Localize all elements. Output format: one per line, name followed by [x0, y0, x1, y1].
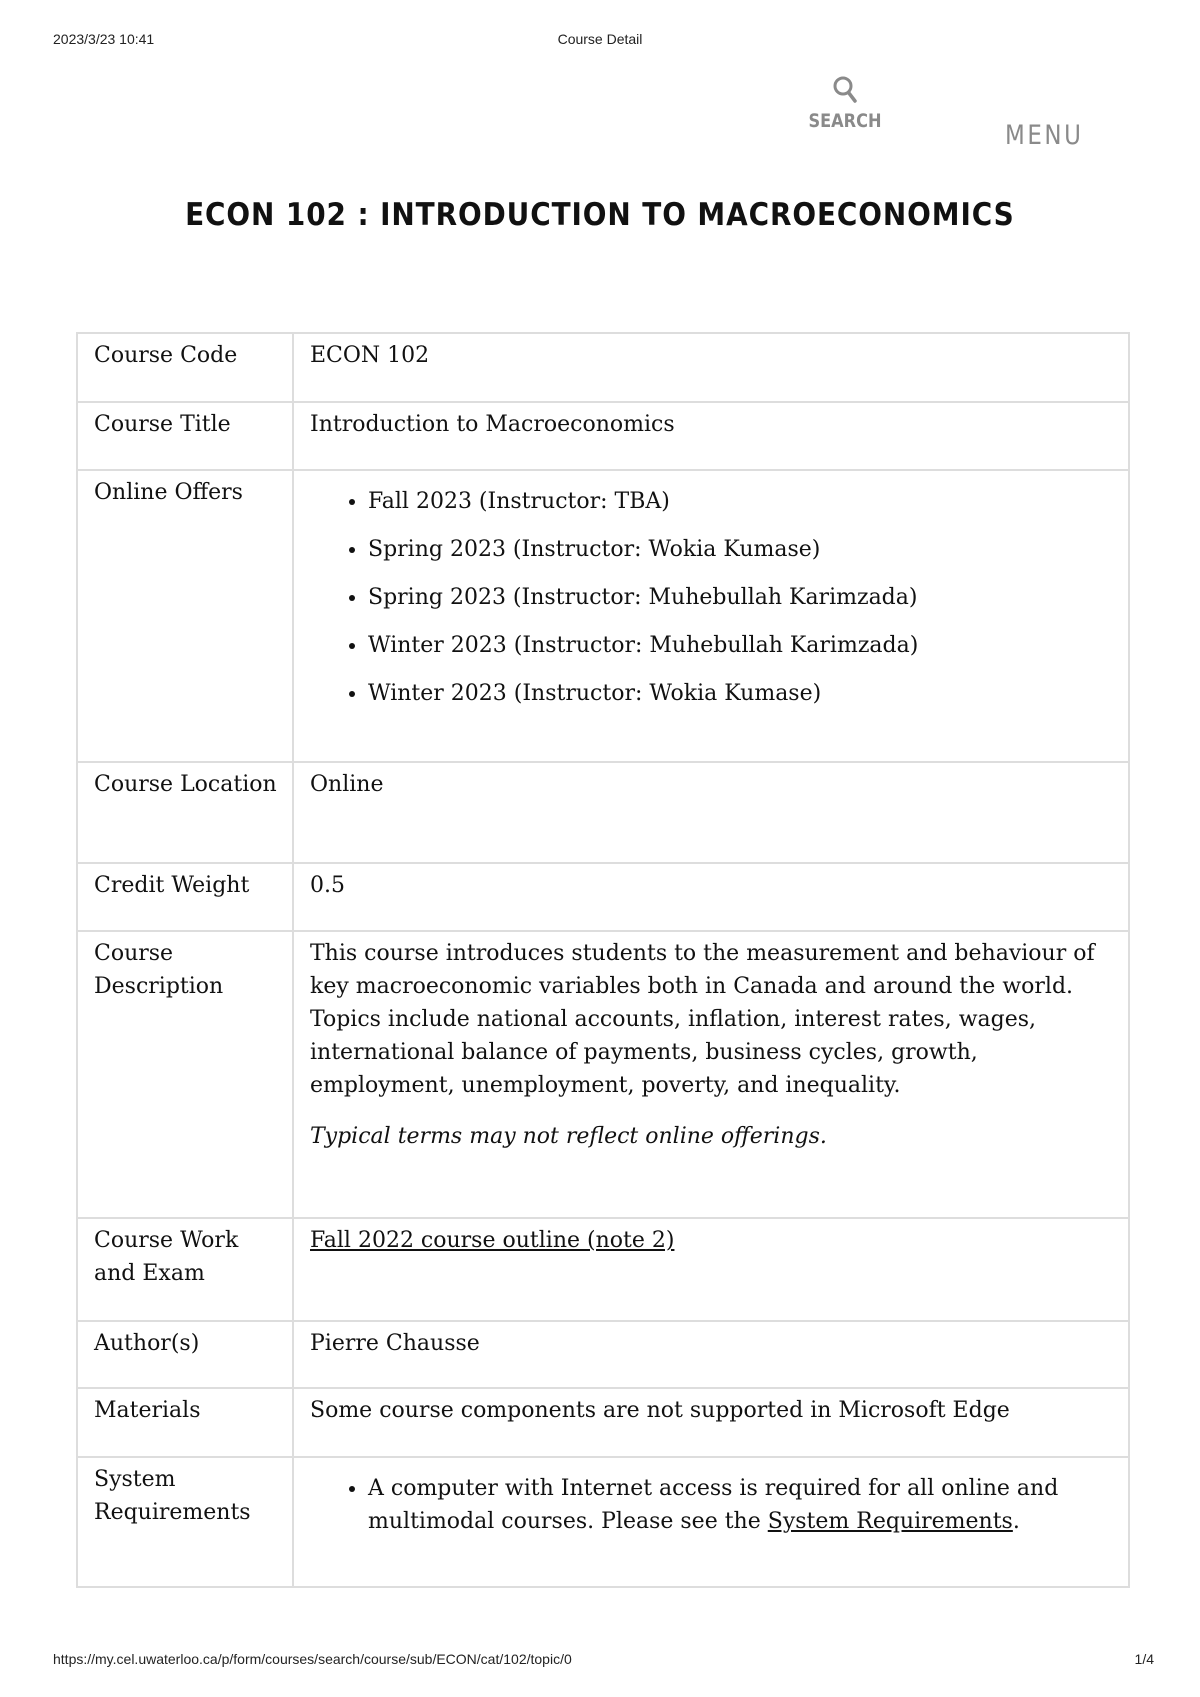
course-title-value: Introduction to Macroeconomics [293, 402, 1129, 470]
course-work-label: Course Work and Exam [77, 1218, 293, 1321]
system-requirements-value [293, 1457, 1129, 1587]
system-requirements-period: . [1012, 1509, 1020, 1534]
credit-weight-label: Credit Weight [77, 863, 293, 931]
list-item: • Spring 2023 (Instructor: Wokia Kumase) [368, 533, 1114, 566]
print-page-number: 1/4 [1134, 1651, 1154, 1667]
course-title-label: Course Title [77, 402, 293, 470]
table-row [77, 931, 1129, 1218]
page-title [0, 197, 1200, 233]
course-outline-link[interactable]: Fall 2022 course outline (note 2) [310, 1228, 675, 1253]
menu-button[interactable]: MENU [1005, 120, 1084, 151]
print-datetime: 2023/3/23 10:41 [53, 31, 155, 47]
system-requirements-label: System Requirements [77, 1457, 293, 1587]
table-row [77, 1388, 1129, 1457]
list-item: • Fall 2023 (Instructor: TBA) [368, 485, 1114, 518]
search-button[interactable] [800, 74, 890, 132]
course-location-label: Course Location [77, 762, 293, 863]
list-item: • Spring 2023 (Instructor: Muhebullah Karimzada) [368, 581, 1114, 614]
print-url: https://my.cel.uwaterloo.ca/p/form/courses/search/course/sub/ECON/cat/102/topic/0 [53, 1651, 572, 1667]
table-row [77, 333, 1129, 402]
table-row [77, 402, 1129, 470]
course-code-value: ECON 102 [293, 333, 1129, 402]
system-requirements-link[interactable]: System Requirements [767, 1509, 1013, 1534]
authors-value: Pierre Chausse [293, 1321, 1129, 1388]
materials-value: Some course components are not supported in Microsoft Edge [293, 1388, 1129, 1457]
course-description-value [293, 931, 1129, 1218]
table-row [77, 1457, 1129, 1587]
online-offers-value [293, 470, 1129, 762]
course-description-label: Course Description [77, 931, 293, 1218]
page-title-text: ECON 102 : INTRODUCTION TO MACROECONOMICS [185, 197, 1015, 233]
course-detail-table [76, 332, 1130, 1588]
table-row [77, 470, 1129, 762]
list-item: • Winter 2023 (Instructor: Wokia Kumase) [368, 677, 1114, 710]
list-item: • Winter 2023 (Instructor: Muhebullah Karimzada) [368, 629, 1114, 662]
course-work-value [293, 1218, 1129, 1321]
credit-weight-value: 0.5 [293, 863, 1129, 931]
online-offers-label: Online Offers [77, 470, 293, 762]
table-row [77, 1321, 1129, 1388]
table-row [77, 1218, 1129, 1321]
course-code-label: Course Code [77, 333, 293, 402]
table-row [77, 762, 1129, 863]
search-icon [800, 74, 890, 106]
search-label: SEARCH [808, 110, 882, 132]
online-offers-list [310, 485, 1114, 710]
table-row [77, 863, 1129, 931]
course-location-value: Online [293, 762, 1129, 863]
list-item [368, 1472, 1114, 1538]
system-requirements-list [310, 1472, 1114, 1538]
course-description-note: Typical terms may not reflect online offerings. [310, 1124, 827, 1149]
print-doc-title: Course Detail [557, 31, 643, 47]
materials-label: Materials [77, 1388, 293, 1457]
authors-label: Author(s) [77, 1321, 293, 1388]
system-requirements-text: A computer with Internet access is required for all online and multimodal courses. Please see the [368, 1476, 1059, 1534]
course-description-text: This course introduces students to the measurement and behaviour of key macroeconomic variables both in Canada and around the world. Topics include national accounts, inflation, interest rates, wages, international balance of payments, business cycles, growth, employment, unemployment, poverty, and inequality. [310, 941, 1095, 1098]
